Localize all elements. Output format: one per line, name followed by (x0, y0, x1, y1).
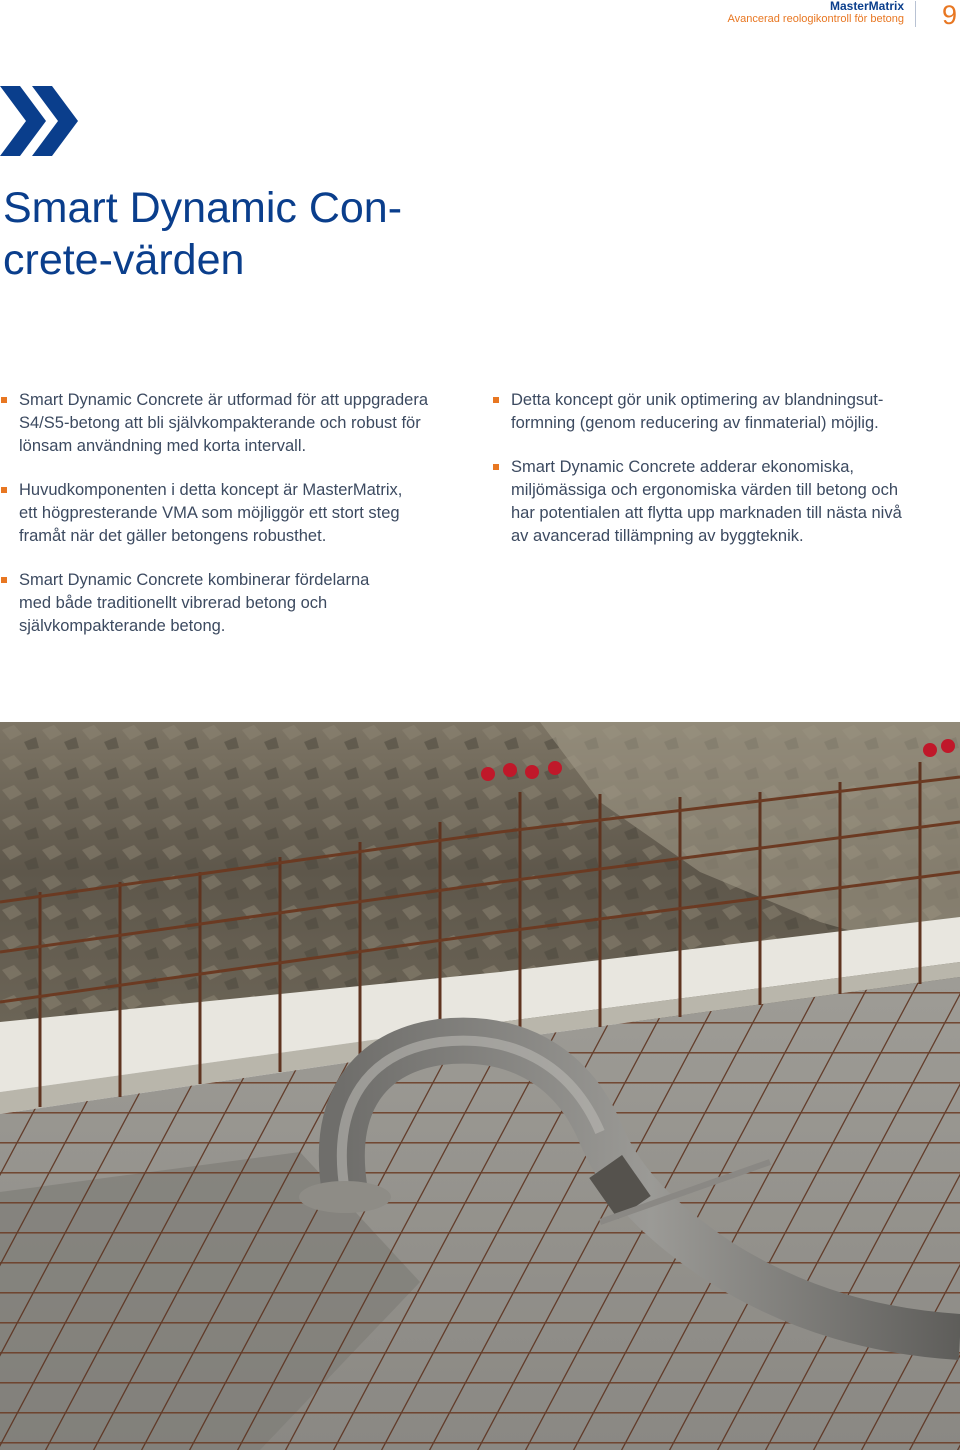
brand-name: MasterMatrix (829, 0, 904, 13)
bullet-line: Huvudkomponenten i detta koncept är MasterMatrix, (19, 481, 403, 499)
bullet-line: S4/S5-betong att bli självkompakterande och robust för (19, 414, 421, 432)
concrete-pour-photo (0, 722, 960, 1450)
bullet-item (0, 389, 470, 458)
page-number: 9 (941, 0, 957, 30)
right-bullet-list (492, 389, 952, 569)
bullet-line: har potentialen att flytta upp marknaden till nästa nivå (511, 504, 902, 522)
double-chevron-right-icon (0, 86, 82, 156)
square-bullet-icon (1, 487, 7, 493)
chevron-left-shape (0, 86, 46, 156)
square-bullet-icon (493, 397, 499, 403)
page-header (0, 0, 960, 30)
photo-illustration (0, 722, 960, 1450)
document-subtitle: Avancerad reologikontroll för betong (727, 13, 904, 25)
title-line-1: Smart Dynamic Con- (3, 184, 403, 232)
bullet-line: av avancerad tillämpning av byggteknik. (511, 527, 804, 545)
page-title (3, 182, 402, 286)
bullet-item (0, 479, 470, 548)
bullet-line: formning (genom reducering av finmaterial) möjlig. (511, 414, 879, 432)
concrete-puddle (299, 1181, 391, 1213)
square-bullet-icon (1, 397, 7, 403)
bullet-line: Smart Dynamic Concrete är utformad för att uppgradera (19, 391, 429, 409)
bullet-line: miljömässiga och ergonomiska värden till betong och (511, 481, 899, 499)
bullet-line: framåt när det gäller betongens robusthet. (19, 527, 327, 545)
title-line-2: crete-värden (3, 236, 245, 284)
bullet-line: lönsam användning med korta intervall. (19, 437, 307, 455)
square-bullet-icon (1, 577, 7, 583)
bullet-item (0, 569, 470, 638)
square-bullet-icon (493, 464, 499, 470)
bullet-line: Smart Dynamic Concrete kombinerar fördelarna (19, 571, 370, 589)
bullet-item (492, 456, 952, 548)
bullet-line: självkompakterande betong. (19, 617, 226, 635)
left-bullet-list (0, 389, 470, 659)
bullet-line: Smart Dynamic Concrete adderar ekonomiska, (511, 458, 854, 476)
bullet-line: Detta koncept gör unik optimering av blandningsut- (511, 391, 884, 409)
header-text (727, 0, 904, 26)
bullet-line: med både traditionellt vibrerad betong och (19, 594, 328, 612)
bullet-item (492, 389, 952, 435)
bullet-line: ett högpresterande VMA som möjliggör ett stort steg (19, 504, 400, 522)
header-divider (915, 1, 916, 27)
